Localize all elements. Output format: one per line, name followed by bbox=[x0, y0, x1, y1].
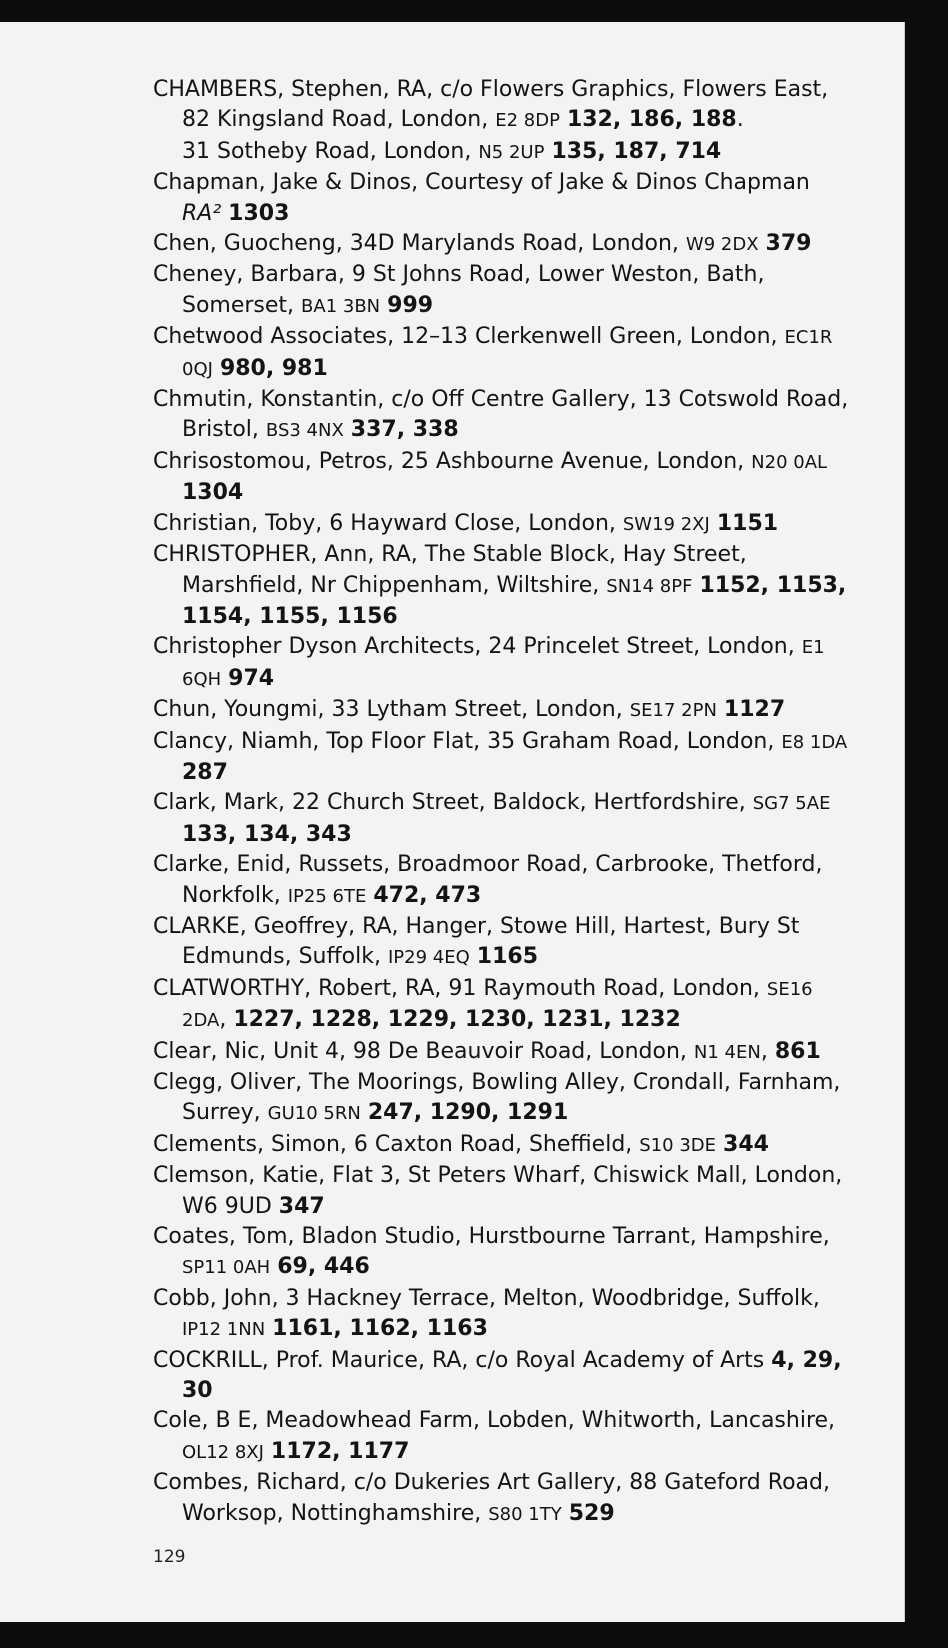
index-entry: Clegg, Oliver, The Moorings, Bowling Alley, Crondall, Farnham, Surrey, GU10 5RN 247, 1290, 1291 bbox=[153, 1070, 841, 1126]
index-entry: Christopher Dyson Architects, 24 Princelet Street, London, E1 6QH 974 bbox=[153, 634, 825, 691]
index-entry: Chun, Youngmi, 33 Lytham Street, London, SE17 2PN 1127 bbox=[153, 697, 786, 723]
index-entry: CHRISTOPHER, Ann, RA, The Stable Block, Hay Street, Marshfield, Nr Chippenham, Wiltshire, SN14 8PF 1152, 1153, 1154, 1155, 1156 bbox=[153, 542, 847, 629]
index-entry: CHAMBERS, Stephen, RA, c/o Flowers Graphics, Flowers East, 82 Kingsland Road, London, E2 8DP 132, 186, 188. bbox=[153, 77, 829, 133]
index-entry: Combes, Richard, c/o Dukeries Art Gallery, 88 Gateford Road, Worksop, Nottinghamshire, S80 1TY 529 bbox=[153, 1470, 830, 1526]
index-entries bbox=[153, 75, 853, 1530]
index-entry: Cobb, John, 3 Hackney Terrace, Melton, Woodbridge, Suffolk, IP12 1NN 1161, 1162, 1163 bbox=[153, 1285, 820, 1342]
index-entry: Cheney, Barbara, 9 St Johns Road, Lower Weston, Bath, Somerset, BA1 3BN 999 bbox=[153, 262, 765, 318]
index-entry: Chetwood Associates, 12–13 Clerkenwell Green, London, EC1R 0QJ 980, 981 bbox=[153, 324, 833, 381]
index-entry: COCKRILL, Prof. Maurice, RA, c/o Royal Academy of Arts 4, 29, 30 bbox=[153, 1347, 842, 1404]
index-entry: Clements, Simon, 6 Caxton Road, Sheffield, S10 3DE 344 bbox=[153, 1131, 769, 1157]
index-entry: Chrisostomou, Petros, 25 Ashbourne Avenue, London, N20 0AL 1304 bbox=[153, 448, 828, 506]
index-entry: Clemson, Katie, Flat 3, St Peters Wharf, Chiswick Mall, London, W6 9UD 347 bbox=[153, 1163, 843, 1219]
index-entry: Coates, Tom, Bladon Studio, Hurstbourne Tarrant, Hampshire, SP11 0AH 69, 446 bbox=[153, 1224, 830, 1280]
index-entry: Clancy, Niamh, Top Floor Flat, 35 Graham Road, London, E8 1DA 287 bbox=[153, 728, 848, 785]
index-entry: Chen, Guocheng, 34D Marylands Road, London, W9 2DX 379 bbox=[153, 231, 812, 257]
page-number: 129 bbox=[153, 1547, 186, 1567]
index-entry: Christian, Toby, 6 Hayward Close, London, SW19 2XJ 1151 bbox=[153, 510, 779, 536]
index-entry: Chapman, Jake & Dinos, Courtesy of Jake & Dinos Chapman RA² 1303 bbox=[153, 170, 810, 226]
index-page bbox=[0, 22, 905, 1622]
index-entry: CLATWORTHY, Robert, RA, 91 Raymouth Road, London, SE16 2DA, 1227, 1228, 1229, 1230, 1231, 1232 bbox=[153, 975, 813, 1033]
index-entry: Cole, B E, Meadowhead Farm, Lobden, Whitworth, Lancashire, OL12 8XJ 1172, 1177 bbox=[153, 1408, 836, 1464]
index-entry: CLARKE, Geoffrey, RA, Hanger, Stowe Hill, Hartest, Bury St Edmunds, Suffolk, IP29 4EQ 1165 bbox=[153, 913, 800, 970]
index-entry: Chmutin, Konstantin, c/o Off Centre Gallery, 13 Cotswold Road, Bristol, BS3 4NX 337, 338 bbox=[153, 387, 849, 443]
index-entry-continuation: 31 Sotheby Road, London, N5 2UP 135, 187, 714 bbox=[182, 138, 722, 164]
index-entry: Clarke, Enid, Russets, Broadmoor Road, Carbrooke, Thetford, Norkfolk, IP25 6TE 472, 473 bbox=[153, 852, 823, 908]
index-entry: Clark, Mark, 22 Church Street, Baldock, Hertfordshire, SG7 5AE 133, 134, 343 bbox=[153, 790, 831, 847]
index-entry: Clear, Nic, Unit 4, 98 De Beauvoir Road, London, N1 4EN, 861 bbox=[153, 1038, 821, 1064]
